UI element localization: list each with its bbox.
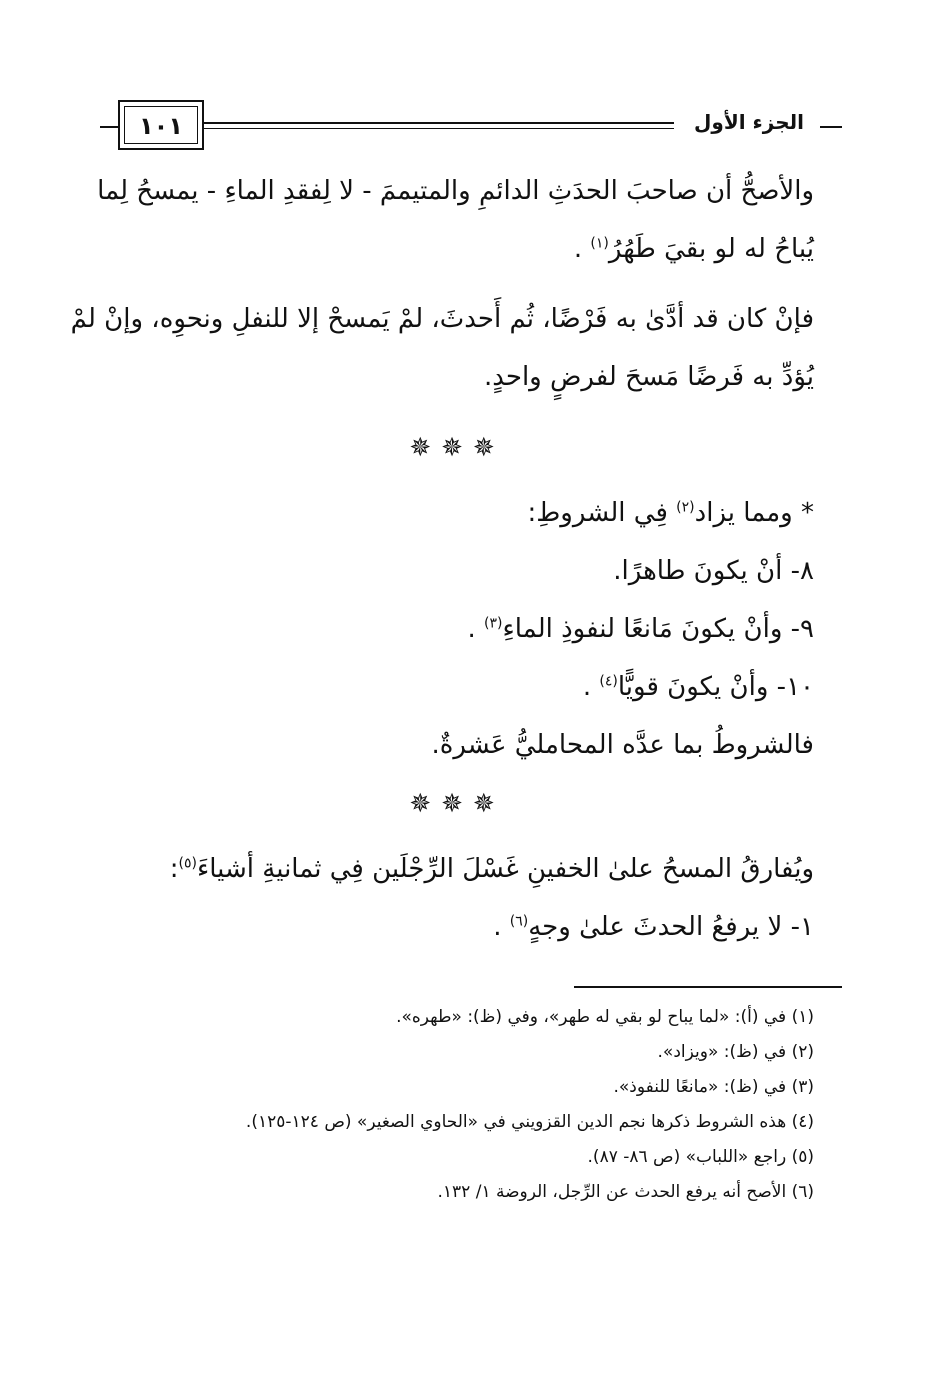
text-span: ٩- وأنْ يكونَ مَانعًا لنفوذِ الماءِ [502,614,814,644]
text-span: فإنْ كان قد أدَّىٰ به فَرْضًا، ثُم أَحدثَ، لمْ يَمسحْ إلا للنفلِ ونحوِه، وإنْ لمْ [70,304,814,334]
header-rule [204,122,674,129]
footnote-ref[interactable]: (٥) [178,855,198,872]
text-line [70,290,814,348]
differences-intro [100,840,814,898]
condition-10 [100,658,814,716]
footnote-1: (١) في (أ): «لما يباح لو بقي له طهر»، وفي (ظ): «طهره». [396,1007,814,1027]
page-header [100,100,842,160]
condition-8: ٨- أنْ يكونَ طاهرًا. [613,556,814,586]
footnote-ref[interactable]: (٤) [599,673,618,690]
text-span: يُؤدِّ به فَرضًا مَسحَ لفرضٍ واحدٍ. [483,362,814,392]
difference-1 [100,898,814,956]
text-span: . [467,614,485,644]
page-number-box [118,100,204,150]
footnote-separator [574,986,842,988]
text-line [100,220,814,278]
text-line [97,162,814,220]
text-span: * ومما يزاد [694,498,814,528]
footnote-6: (٦) الأصح أنه يرفع الحدث عن الرِّجل، الروضة ١/ ١٣٢. [437,1182,814,1202]
paragraph-1 [97,162,814,278]
footnote-ref[interactable]: (٦) [509,913,529,930]
text-span: ١٠- وأنْ يكونَ قويًّا [617,672,814,702]
footnote-ref[interactable]: (٢) [676,499,695,516]
text-span: يُباحُ له لو بقيَ طَهُرُ [608,234,814,264]
paragraph-2 [70,290,814,406]
conditions-intro [100,484,814,542]
footnotes [100,1000,814,1210]
text-span: فِي الشروطِ: [527,498,677,528]
footnote-ref[interactable]: (٣) [484,615,503,632]
footnote-4: (٤) هذه الشروط ذكرها نجم الدين القزويني في «الحاوي الصغير» (ص ١٢٤-١٢٥). [245,1112,814,1132]
conditions-summary: فالشروطُ بما عدَّه المحامليُّ عَشرةٌ. [431,730,814,760]
footnote-2: (٢) في (ظ): «ويزاد». [657,1042,814,1062]
section-divider-ornament: ✵✵✵ [409,789,505,819]
footnote-5: (٥) راجع «اللباب» (ص ٨٦- ٨٧). [587,1147,814,1167]
section-divider-ornament: ✵✵✵ [409,433,505,463]
text-span: . [582,672,600,702]
text-span: ويُفارقُ المسحُ علىٰ الخفينِ غَسْلَ الرِّجْلَين فِي ثمانيةِ أشياءَ [197,854,814,884]
running-title: الجزء الأول [694,110,804,134]
header-rule-right [820,126,842,128]
text-span: . [493,912,510,942]
text-span: : [169,854,179,884]
text-span: ١- لا يرفعُ الحدثَ علىٰ وجهٍ [528,912,814,942]
text-span: . [573,234,591,264]
page-number: ١٠١ [139,112,183,140]
text-line [100,348,814,406]
footnote-ref[interactable]: (١) [590,235,609,252]
header-rule-left [100,126,118,128]
text-span: والأصحُّ أن صاحبَ الحدَثِ الدائمِ والمتيممَ - لا لِفقدِ الماءِ - يمسحُ لِما [97,176,814,206]
condition-9 [100,600,814,658]
main-text [70,162,814,956]
footnote-3: (٣) في (ظ): «مانعًا للنفوذ». [613,1077,814,1097]
